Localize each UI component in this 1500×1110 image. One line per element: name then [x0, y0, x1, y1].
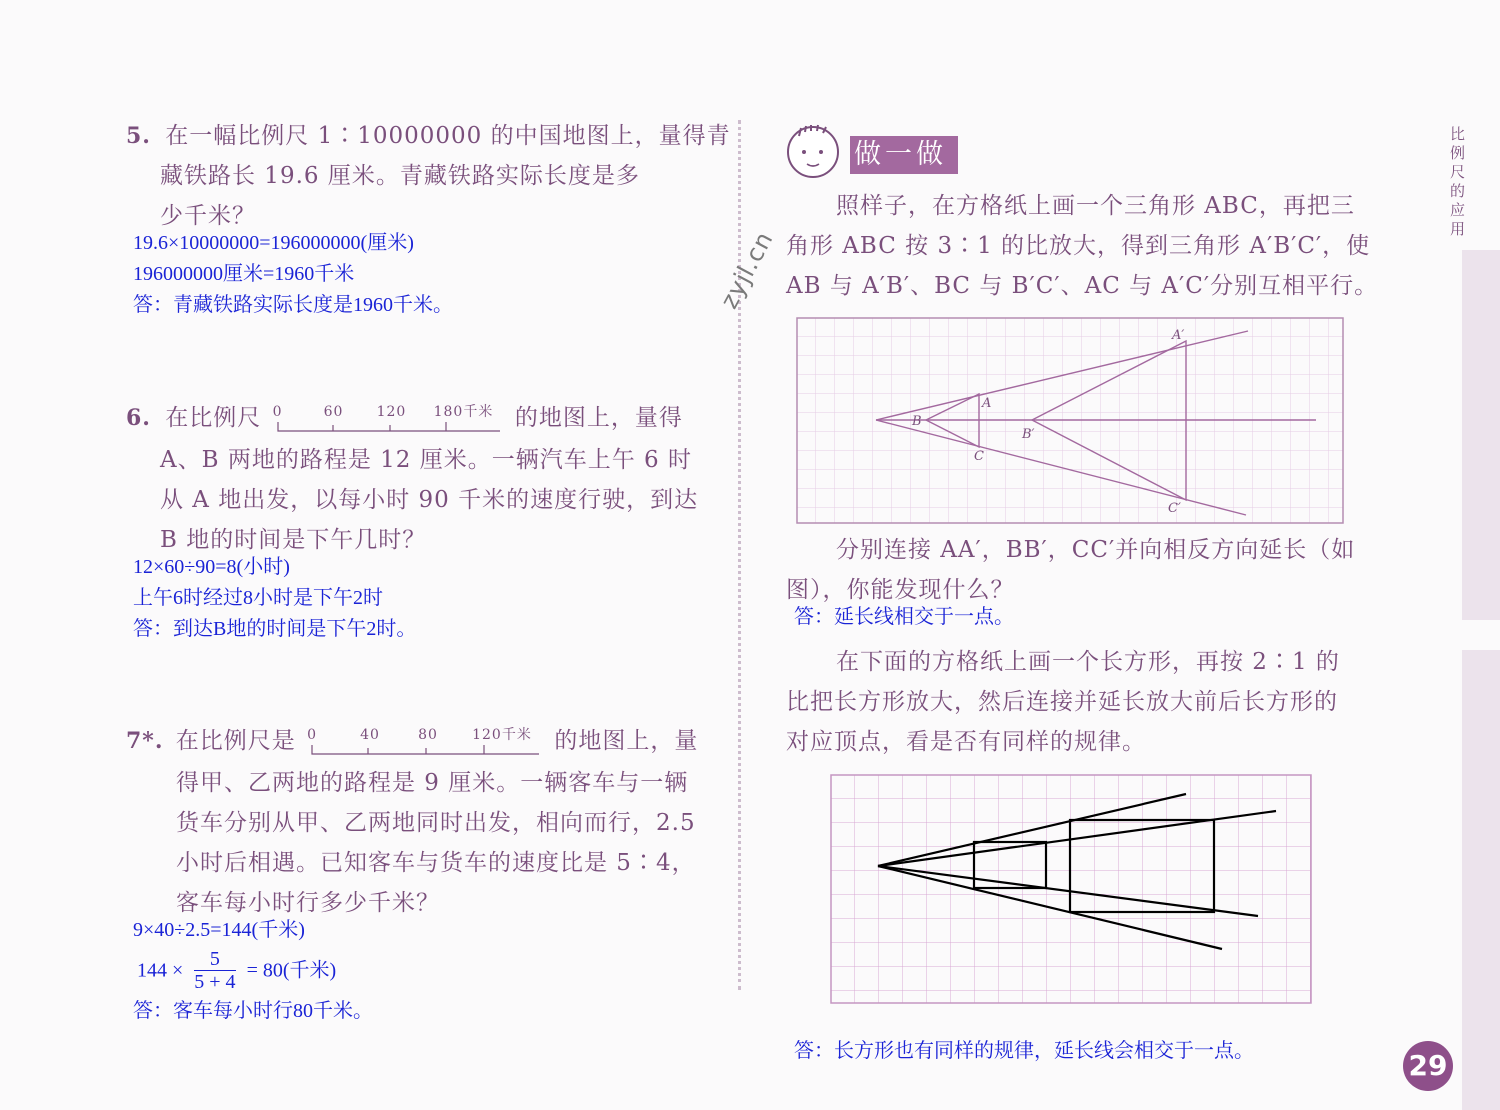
q7-line: 小时后相遇。已知客车与货车的速度比是 5∶4， — [176, 850, 696, 876]
q7-line: 客车每小时行多少千米？ — [176, 890, 440, 916]
activity-title: 做一做 — [850, 136, 958, 174]
q7-line: 得甲、乙两地的路程是 9 厘米。一辆客车与一辆 — [176, 770, 689, 796]
q7-line1-pre: 在比例尺是 — [175, 728, 296, 754]
activity-task: 比把长方形放大，然后连接并延长放大前后长方形的 — [786, 689, 1338, 715]
q6-line: A、B 两地的路程是 12 厘米。一辆汽车上午 6 时 — [160, 447, 692, 473]
q6-line: 从 A 地出发，以每小时 90 千米的速度行驶，到达 — [160, 487, 699, 513]
scale-label: 80 — [418, 727, 438, 743]
q7-block — [126, 721, 698, 761]
q6-line1-post: 的地图上，量得 — [514, 405, 683, 431]
face-mascot-icon — [785, 122, 845, 184]
scale-label: 0 — [272, 404, 283, 420]
side-band-bottom — [1462, 650, 1500, 1110]
q6-number: 6. — [126, 405, 151, 431]
grid1-label: C — [974, 449, 984, 464]
q6-block — [126, 398, 683, 438]
triangle-grid — [796, 317, 1346, 531]
fraction-numerator: 5 — [194, 948, 235, 971]
q7-scale-bar — [307, 727, 540, 757]
side-title: 比例尺的应用 — [1450, 125, 1466, 238]
scale-label: 120千米 — [472, 727, 532, 743]
q6-answer: 12×60÷90=8(小时) — [133, 556, 290, 578]
q6-line: B 地的时间是下午几时？ — [160, 527, 427, 553]
q6-answer: 上午6时经过8小时是下午2时 — [133, 587, 383, 609]
fraction-post: = 80(千米) — [246, 959, 337, 982]
side-band-top — [1462, 250, 1500, 620]
scale-label: 60 — [323, 404, 344, 420]
fraction-pre: 144 × — [137, 959, 184, 982]
q7-answer: 9×40÷2.5=144(千米) — [133, 919, 305, 941]
grid1-label: C′ — [1168, 501, 1181, 516]
scale-label: 120 — [376, 404, 407, 420]
q7-number: 7*. — [126, 728, 164, 754]
q7-line: 货车分别从甲、乙两地同时出发，相向而行，2.5 — [176, 810, 696, 836]
activity-intro: 照样子，在方格纸上画一个三角形 ABC，再把三 — [836, 193, 1355, 219]
q6-answer: 答：到达B地的时间是下午2时。 — [133, 618, 417, 640]
q5-answer: 19.6×10000000=196000000(厘米) — [133, 232, 414, 254]
q5-line: 少千米？ — [160, 203, 256, 229]
grid1-label: B′ — [1022, 427, 1035, 442]
q5-block — [126, 116, 731, 156]
q5-answer: 196000000厘米=1960千米 — [133, 263, 355, 285]
fraction-denominator: 5 + 4 — [194, 971, 236, 993]
q5-line: 在一幅比例尺 1∶10000000 的中国地图上，量得青 — [165, 123, 731, 149]
q5-number: 5. — [126, 123, 151, 149]
rectangle-grid — [830, 774, 1314, 1010]
page-number-badge — [1403, 1041, 1453, 1091]
activity-task: 对应顶点，看是否有同样的规律。 — [786, 729, 1146, 755]
q7-line1-post: 的地图上，量 — [554, 728, 699, 754]
scale-label: 40 — [360, 727, 380, 743]
q7-fraction-eq — [137, 948, 336, 993]
q7-answer: 答：客车每小时行80千米。 — [133, 1000, 373, 1022]
grid1-label: B — [912, 414, 922, 429]
watermark: zyjl.cn — [715, 226, 779, 314]
grid1-label: A′ — [1172, 328, 1185, 343]
q5-answer: 答：青藏铁路实际长度是1960千米。 — [133, 294, 453, 316]
activity-question: 分别连接 AA′，BB′，CC′并向相反方向延长（如 — [836, 537, 1356, 563]
activity-task: 在下面的方格纸上画一个长方形，再按 2∶1 的 — [836, 649, 1340, 675]
activity-question: 图），你能发现什么？ — [786, 577, 1015, 603]
scale-label: 0 — [307, 727, 318, 743]
fraction — [194, 948, 235, 993]
q6-scale-bar — [272, 404, 501, 434]
page-number: 29 — [1408, 1049, 1448, 1082]
grid1-label: A — [982, 396, 992, 411]
activity-intro: 角形 ABC 按 3∶1 的比放大，得到三角形 A′B′C′，使 — [786, 233, 1371, 259]
activity-intro: AB 与 A′B′、BC 与 B′C′、AC 与 A′C′分别互相平行。 — [786, 273, 1379, 299]
activity-answer2: 答：长方形也有同样的规律，延长线会相交于一点。 — [794, 1040, 1254, 1062]
activity-answer1: 答：延长线相交于一点。 — [794, 606, 1014, 628]
q5-line: 藏铁路长 19.6 厘米。青藏铁路实际长度是多 — [160, 163, 640, 189]
q6-line1-pre: 在比例尺 — [165, 405, 262, 431]
scale-label: 180千米 — [433, 404, 494, 420]
